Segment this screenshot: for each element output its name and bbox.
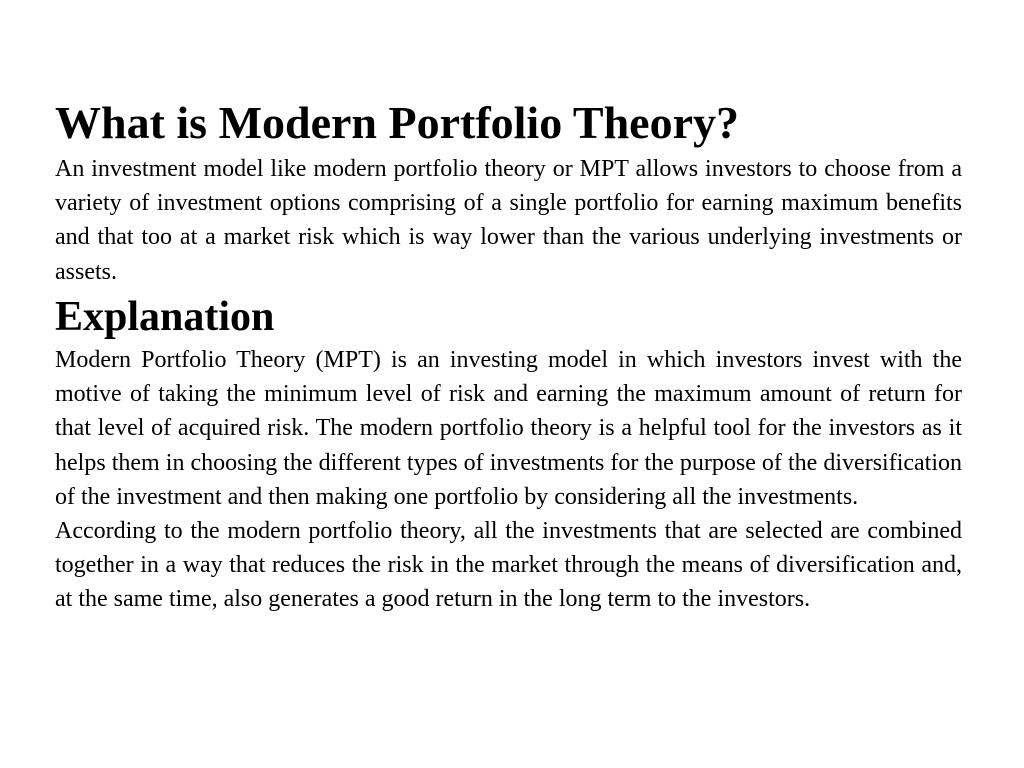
slide-content: [55, 97, 962, 617]
intro-paragraph: An investment model like modern portfolio theory or MPT allows investors to choose from a variety of investment options comprising of a single portfolio for earning maximum benefits and that too at a market risk which is way lower than the various underlying investments or assets.: [55, 155, 962, 285]
explanation-paragraph-1: Modern Portfolio Theory (MPT) is an investing model in which investors invest with the motive of taking the minimum level of risk and earning the maximum amount of return for that level of acquired risk. The modern portfolio theory is a helpful tool for the investors as it helps them in choosing the different types of investments for the purpose of the diversification of the investment and then making one portfolio by considering all the investments.: [55, 347, 962, 510]
section-heading: Explanation: [55, 293, 275, 340]
explanation-paragraph-2: According to the modern portfolio theory, all the investments that are selected are combined together in a way that reduces the risk in the market through the means of diversification and, at the same time, also generates a good return in the long term to the investors.: [55, 518, 962, 613]
slide-title: What is Modern Portfolio Theory?: [55, 97, 739, 148]
